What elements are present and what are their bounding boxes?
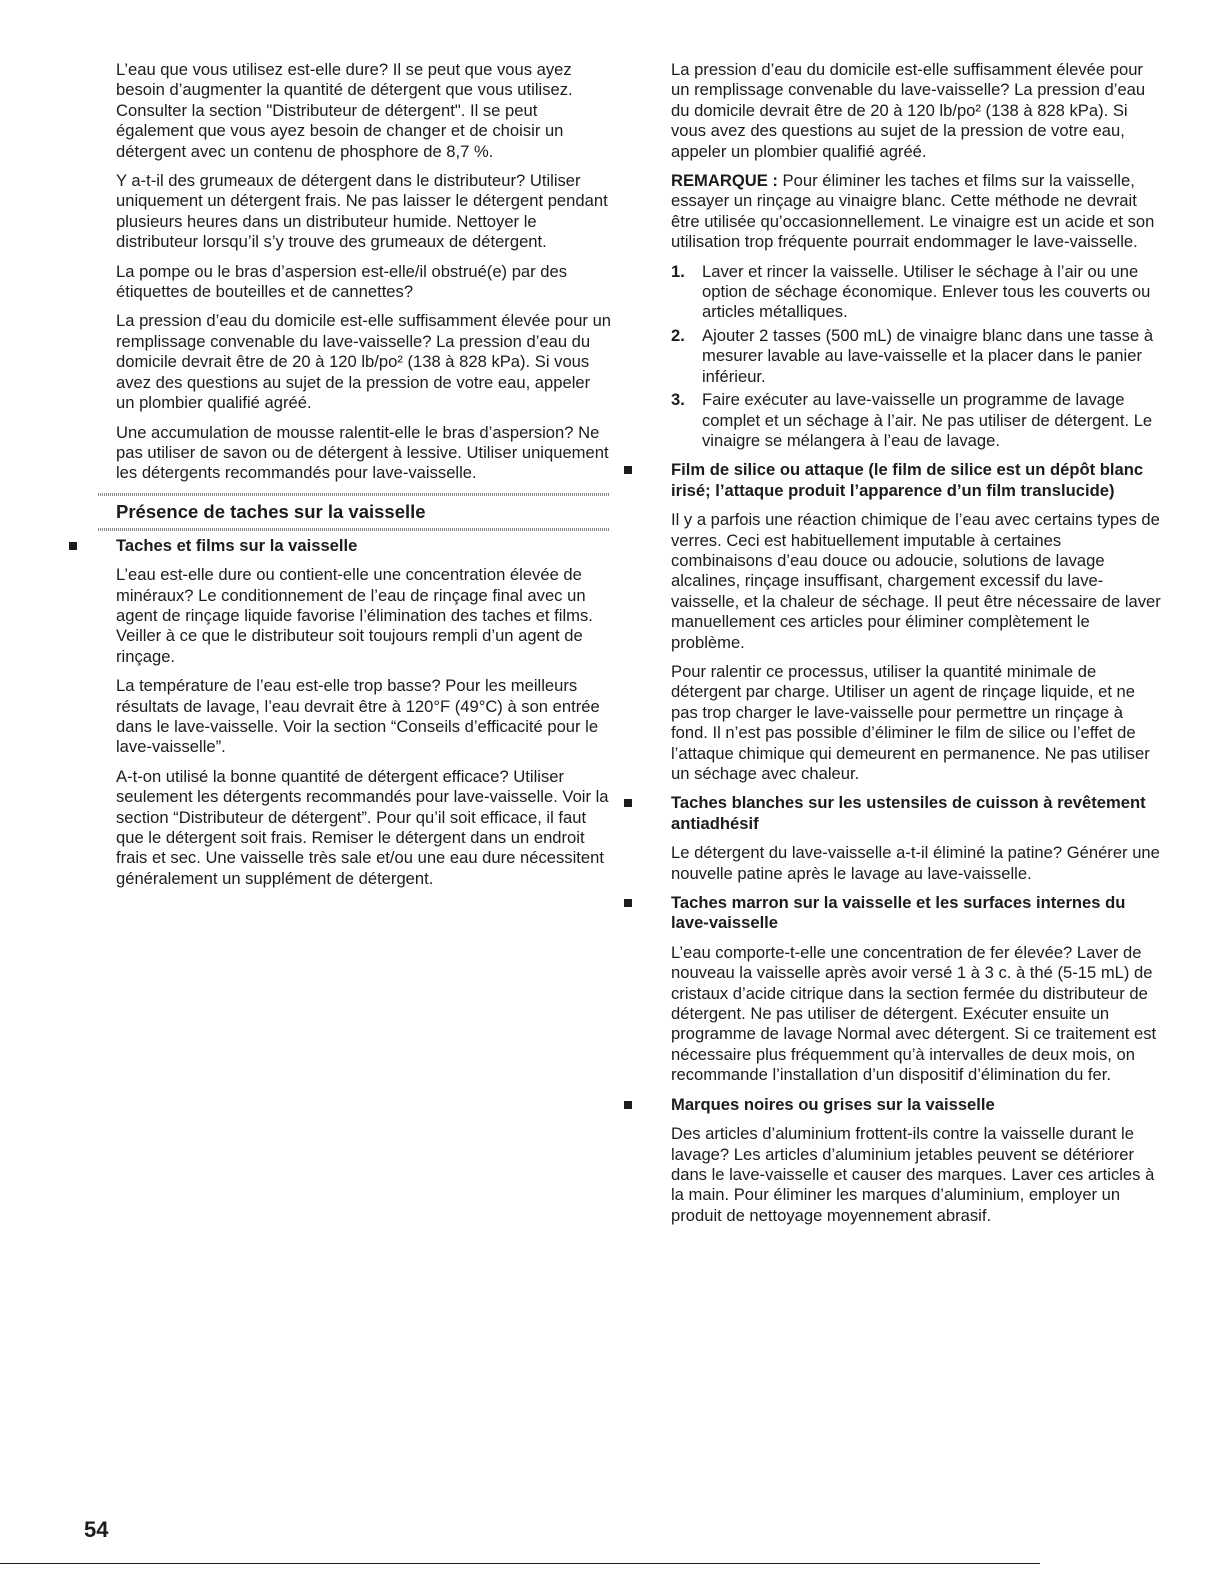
paragraph: A-t-on utilisé la bonne quantité de détergent efficace? Utiliser seulement les détergents recommandés pour lave-vaisselle. Voir la section “Distributeur de détergent”. Pour qu’il soit efficace, il faut que le détergent soit frais. Remiser le détergent dans un endroit frais et sec. Une vaisselle très sale et/ou une eau dure nécessitent généralement un supplément de détergent. xyxy=(116,766,609,888)
section-rule-top xyxy=(98,493,610,496)
bullet-square-icon xyxy=(624,799,632,807)
paragraph: La température de l’eau est-elle trop basse? Pour les meilleurs résultats de lavage, l’eau devrait être à 120°F (49°C) à son entrée dans le lave-vaisselle. Voir la section “Conseils d’efficacité pour le lave-vaisselle”. xyxy=(116,676,600,757)
bullet-heading xyxy=(116,536,612,556)
paragraph: Le détergent du lave-vaisselle a-t-il éliminé la patine? Générer une nouvelle patine après le lavage au lave-vaisselle. xyxy=(671,843,1160,883)
step-text: Laver et rincer la vaisselle. Utiliser le séchage à l’air ou une option de séchage économique. Enlever tous les couverts ou articles métalliques. xyxy=(702,261,1151,322)
bullet-heading xyxy=(671,793,1161,834)
paragraph: Des articles d’aluminium frottent-ils contre la vaisselle durant le lavage? Les articles d’aluminium jetables peuvent se détériorer dans le lave-vaisselle et causer des marques. Laver ces articles à la main. Pour éliminer les marques d’aluminium, employer un produit de nettoyage moyennement abrasif. xyxy=(671,1124,1155,1225)
paragraph: La pompe ou le bras d’aspersion est-elle/il obstrué(e) par des étiquettes de bouteilles et de cannettes? xyxy=(116,261,568,302)
paragraph: La pression d’eau du domicile est-elle suffisamment élevée pour un remplissage convenable du lave-vaisselle? La pression d’eau du domicile devrait être de 20 à 120 lb/po² (138 à 828 kPa). Si vous avez des questions au sujet de la pression de votre eau, appeler un plombier qualifié agréé. xyxy=(116,311,612,413)
bullet-square-icon xyxy=(69,542,77,550)
step-text: Ajouter 2 tasses (500 mL) de vinaigre blanc dans une tasse à mesurer lavable au lave-vaisselle et la placer dans le panier inférieur. xyxy=(702,325,1154,386)
bullet-heading-text: Taches blanches sur les ustensiles de cuisson à revêtement antiadhésif xyxy=(671,793,1146,833)
bullet-square-icon xyxy=(624,466,632,474)
left-column xyxy=(116,60,612,898)
step-number: 3. xyxy=(671,390,685,410)
bullet-heading xyxy=(671,460,1161,501)
remarque-paragraph xyxy=(671,171,1161,253)
right-column xyxy=(671,60,1161,1235)
paragraph: La pression d’eau du domicile est-elle suffisamment élevée pour un remplissage convenable du lave-vaisselle? La pression d’eau du domicile devrait être de 20 à 120 lb/po² (138 à 828 kPa). Si vous avez des questions au sujet de la pression de votre eau, appeler un plombier qualifié agréé. xyxy=(671,60,1146,161)
bullet-square-icon xyxy=(624,899,632,907)
bullet-heading-text: Taches marron sur la vaisselle et les surfaces internes du lave-vaisselle xyxy=(671,893,1126,933)
remarque-label: REMARQUE : xyxy=(671,171,778,191)
section-header xyxy=(116,497,612,527)
remarque-text: Pour éliminer les taches et films sur la vaisselle, essayer un rinçage au vinaigre blanc. Cette méthode ne devrait être utilisée qu’occasionnellement. Le vinaigre est un acide et son utilisation trop fréquente pourrait endommager le lave-vaisselle. xyxy=(671,171,1155,252)
paragraph: L’eau que vous utilisez est-elle dure? Il se peut que vous ayez besoin d’augmenter la quantité de détergent que vous utilisez. Consulter la section "Distributeur de détergent". Il se peut également que vous ayez besoin de changer et de choisir un détergent avec un contenu de phosphore de 8,7 %. xyxy=(116,60,573,161)
paragraph: Y a-t-il des grumeaux de détergent dans le distributeur? Utiliser uniquement un détergent frais. Ne pas laisser le détergent pendant plusieurs heures dans un distributeur humide. Nettoyer le distributeur lorsqu’il s’y trouve des grumeaux de détergent. xyxy=(116,171,608,252)
step-number: 2. xyxy=(671,325,685,345)
step-number: 1. xyxy=(671,261,685,281)
bullet-heading xyxy=(671,1095,1161,1115)
steps-list xyxy=(671,262,1161,452)
step-text: Faire exécuter au lave-vaisselle un programme de lavage complet et un séchage à l’air. Ne pas utiliser de détergent. Le vinaigre se mélangera à l’eau de lavage. xyxy=(702,390,1153,450)
bullet-heading-text: Marques noires ou grises sur la vaisselle xyxy=(671,1094,995,1114)
bullet-square-icon xyxy=(624,1101,632,1109)
list-item xyxy=(671,261,1161,323)
page-number: 54 xyxy=(84,1517,109,1542)
paragraph: Il y a parfois une réaction chimique de l’eau avec certains types de verres. Ceci est habituellement imputable à certaines combinaisons d’eau douce ou adoucie, solutions de lavage alcalines, rinçage insuffisant, chargement excessif du lave-vaisselle, et la chaleur de séchage. Il peut être nécessaire de laver manuellement ces articles pour éliminer complètement le problème. xyxy=(671,510,1161,652)
bullet-heading-text: Film de silice ou attaque (le film de silice est un dépôt blanc irisé; l’attaque produit l’apparence d’un film translucide) xyxy=(671,460,1144,500)
list-item xyxy=(671,325,1161,387)
paragraph: L’eau est-elle dure ou contient-elle une concentration élevée de minéraux? Le conditionnement de l’eau de rinçage final avec un agent de rinçage liquide favorise l’élimination des taches et films. Veiller à ce que le distributeur soit toujours rempli d’un agent de rinçage. xyxy=(116,565,593,666)
list-item xyxy=(671,390,1161,451)
section-title: Présence de taches sur la vaisselle xyxy=(116,500,426,522)
section-rule-bottom xyxy=(98,528,610,531)
paragraph: Pour ralentir ce processus, utiliser la quantité minimale de détergent par charge. Utiliser un agent de rinçage liquide, et ne pas trop charger le lave-vaisselle pour permettre un rinçage à fond. Il n’est pas possible d’éliminer le film de silice ou l’effet de l’attaque chimique qui demeurent en permanence. Ne pas utiliser un séchage avec chaleur. xyxy=(671,661,1150,783)
paragraph: L’eau comporte-t-elle une concentration de fer élevée? Laver de nouveau la vaisselle après avoir versé 1 à 3 c. à thé (5-15 mL) de cristaux d’acide citrique dans la section fermée du distributeur de détergent. Ne pas utiliser de détergent. Exécuter ensuite un programme de lavage Normal avec détergent. Si ce traitement est nécessaire plus fréquemment qu’à intervalles de deux mois, on recommande l’installation d’un dispositif d’élimination du fer. xyxy=(671,942,1157,1085)
footer-rule xyxy=(0,1563,1040,1564)
paragraph: Une accumulation de mousse ralentit-elle le bras d’aspersion? Ne pas utiliser de savon ou de détergent à lessive. Utiliser uniquement les détergents recommandés pour lave-vaisselle. xyxy=(116,422,609,483)
bullet-heading-text: Taches et films sur la vaisselle xyxy=(116,535,358,555)
bullet-heading xyxy=(671,893,1161,934)
